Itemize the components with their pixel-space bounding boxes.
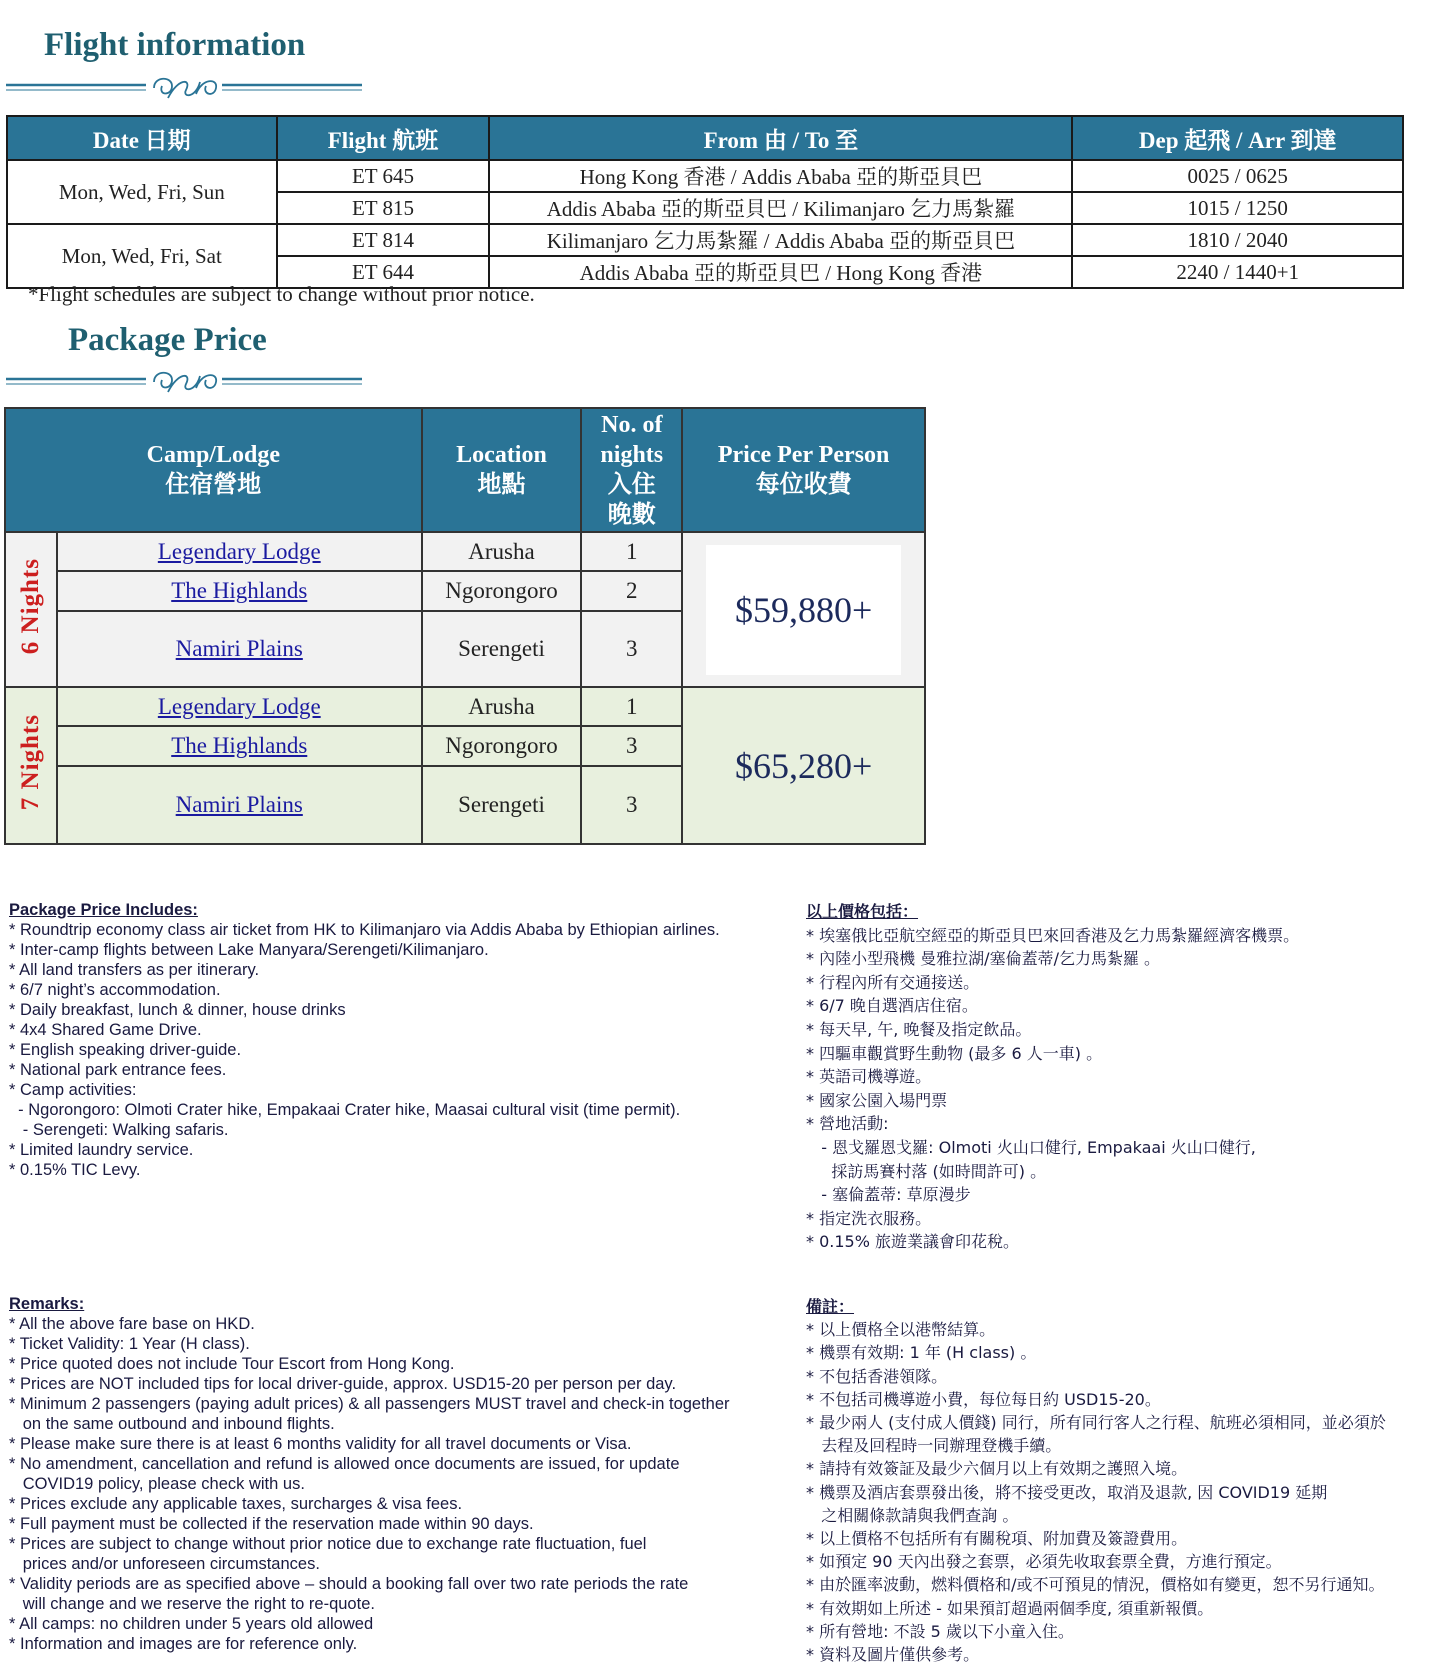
list-item: * Daily breakfast, lunch & dinner, house drinks (9, 1001, 346, 1019)
list-item: * All the above fare base on HKD. (9, 1315, 255, 1333)
list-item: * 6/7 night’s accommodation. (9, 981, 221, 999)
flight-table-header (7, 116, 1403, 160)
list-item: 採訪馬賽村落 (如時間許可) 。 (806, 1161, 1047, 1181)
remarks-zh-heading: 備註： (806, 1297, 855, 1316)
camp-location: Serengeti (422, 611, 582, 687)
list-item: * English speaking driver-guide. (9, 1041, 242, 1059)
list-item: * 0.15% TIC Levy. (9, 1161, 141, 1179)
flight-time: 1015 / 1250 (1072, 192, 1403, 224)
flight-time: 1810 / 2040 (1072, 224, 1403, 256)
list-item: * 機票及酒店套票發出後，將不接受更改，取消及退款, 因 COVID19 延期 (806, 1482, 1328, 1502)
list-item: * 請持有效簽証及最少六個月以上有效期之護照入境。 (806, 1459, 1188, 1479)
list-item: * 不包括香港領隊。 (806, 1366, 948, 1386)
col-header-price: Price Per Person 每位收費 (682, 408, 925, 532)
list-item: * 所有營地: 不設 5 歲以下小童入住。 (806, 1621, 1074, 1641)
includes-en-heading: Package Price Includes: (9, 901, 198, 919)
col-header-date: Date 日期 (7, 116, 277, 160)
camp-nights: 3 (581, 611, 682, 687)
list-item: * 以上價格不包括所有有關稅項、附加費及簽證費用。 (806, 1529, 1188, 1549)
flight-info-title: Flight information (44, 27, 306, 63)
camp-link[interactable]: The Highlands (171, 733, 308, 758)
camp-nights: 2 (581, 571, 682, 611)
list-item: * Ticket Validity: 1 Year (H class). (9, 1335, 250, 1353)
camp-name (57, 687, 422, 726)
list-item: * 如預定 90 天內出發之套票，必須先收取套票全費，方進行預定。 (806, 1552, 1282, 1572)
package-nights-label: 6 Nights (5, 532, 57, 687)
table-row (5, 687, 925, 726)
list-item: * 6/7 晚自選酒店住宿。 (806, 996, 978, 1016)
list-item: * Price quoted does not include Tour Escort from Hong Kong. (9, 1355, 455, 1373)
list-item: * 英語司機導遊。 (806, 1067, 932, 1087)
flight-number: ET 815 (277, 192, 490, 224)
list-item: * 由於匯率波動，燃料價格和/或不可預見的情況，價格如有變更，恕不另行通知。 (806, 1575, 1385, 1595)
list-item: * Information and images are for reference only. (9, 1635, 358, 1653)
camp-link[interactable]: Legendary Lodge (157, 538, 321, 564)
list-item: * Limited laundry service. (9, 1141, 194, 1159)
list-item: * Camp activities: (9, 1081, 137, 1099)
list-item: - 恩戈羅恩戈羅: Olmoti 火山口健行, Empakaai 火山口健行, (806, 1137, 1256, 1157)
flight-table (6, 115, 1404, 289)
camp-name (57, 611, 422, 687)
swirl-divider-icon (6, 72, 362, 104)
swirl-divider-icon (6, 366, 362, 398)
flight-route: Hong Kong 香港 / Addis Ababa 亞的斯亞貝巴 (489, 160, 1072, 192)
list-item: * Full payment must be collected if the reservation made within 90 days. (9, 1515, 534, 1533)
list-item: * 0.15% 旅遊業議會印花稅。 (806, 1232, 1020, 1252)
camp-nights: 3 (581, 726, 682, 766)
package-nights-label: 7 Nights (5, 687, 57, 844)
flight-route: Addis Ababa 亞的斯亞貝巴 / Kilimanjaro 乞力馬紮羅 (489, 192, 1072, 224)
list-item: * 營地活動: (806, 1114, 889, 1134)
list-item: - Ngorongoro: Olmoti Crater hike, Empakaai Crater hike, Maasai cultural visit (time permit). (9, 1101, 681, 1119)
camp-location: Ngorongoro (422, 726, 582, 766)
col-header-route: From 由 / To 至 (489, 116, 1072, 160)
flight-date: Mon, Wed, Fri, Sun (7, 160, 277, 224)
camp-link[interactable]: The Highlands (171, 578, 308, 603)
list-item: * 不包括司機導遊小費，每位每日約 USD15-20。 (806, 1389, 1161, 1409)
list-item: * 4x4 Shared Game Drive. (9, 1021, 202, 1039)
flight-schedule-note: *Flight schedules are subject to change without prior notice. (28, 282, 535, 306)
list-item: * Prices are NOT included tips for local driver-guide, approx. USD15-20 per person per day. (9, 1375, 677, 1393)
package-table-header (5, 408, 925, 532)
camp-name (57, 726, 422, 766)
camp-link[interactable]: Namiri Plains (175, 792, 303, 817)
list-item: * No amendment, cancellation and refund is allowed once documents are issued, for update (9, 1455, 680, 1473)
col-header-time: Dep 起飛 / Arr 到達 (1072, 116, 1403, 160)
camp-name (57, 571, 422, 611)
camp-nights: 1 (581, 532, 682, 571)
list-item: prices and/or unforeseen circumstances. (9, 1555, 320, 1573)
camp-name (57, 766, 422, 844)
includes-zh (806, 900, 1299, 1254)
table-row (7, 224, 1403, 256)
col-header-location: Location 地點 (422, 408, 582, 532)
list-item: * 四驅車觀賞野生動物 (最多 6 人一車) 。 (806, 1043, 1103, 1063)
col-header-camp: Camp/Lodge 住宿營地 (5, 408, 422, 532)
package-price: $59,880+ (706, 545, 901, 675)
list-item: - 塞倫蓋蒂: 草原漫步 (806, 1185, 971, 1205)
list-item: * Prices exclude any applicable taxes, surcharges & visa fees. (9, 1495, 463, 1513)
list-item: 去程及回程時一同辦理登機手續。 (806, 1436, 1062, 1456)
table-row (7, 160, 1403, 192)
package-price-table (4, 407, 926, 845)
flight-number: ET 814 (277, 224, 490, 256)
flight-time: 2240 / 1440+1 (1072, 256, 1403, 288)
camp-location: Serengeti (422, 766, 582, 844)
col-header-nights: No. of nights 入住 晚數 (581, 408, 682, 532)
list-item: * 資料及圖片僅供參考。 (806, 1645, 980, 1665)
list-item: * 以上價格全以港幣結算。 (806, 1320, 996, 1340)
list-item: * 行程內所有交通接送。 (806, 972, 980, 992)
list-item: * Please make sure there is at least 6 months validity for all travel documents or Visa. (9, 1435, 632, 1453)
list-item: * 埃塞俄比亞航空經亞的斯亞貝巴來回香港及乞力馬紮羅經濟客機票。 (806, 925, 1300, 945)
table-row (5, 532, 925, 571)
camp-nights: 1 (581, 687, 682, 726)
package-price-title: Package Price (68, 322, 267, 358)
remarks-zh (806, 1295, 1386, 1666)
includes-en (9, 900, 720, 1180)
list-item: * Validity periods are as specified above – should a booking fall over two rate periods the rate (9, 1575, 689, 1593)
list-item: - Serengeti: Walking safaris. (9, 1121, 229, 1139)
includes-zh-heading: 以上價格包括： (806, 902, 919, 921)
col-header-flight: Flight 航班 (277, 116, 490, 160)
list-item: * 有效期如上所述 - 如果預訂超過兩個季度, 須重新報價。 (806, 1598, 1214, 1618)
list-item: * Roundtrip economy class air ticket from HK to Kilimanjaro via Addis Ababa by Ethiopian airlines. (9, 921, 720, 939)
list-item: * 每天早, 午, 晚餐及指定飲品。 (806, 1019, 1032, 1039)
list-item: COVID19 policy, please check with us. (9, 1475, 305, 1493)
camp-name (57, 532, 422, 571)
remarks-en-heading: Remarks: (9, 1295, 85, 1313)
package-price-cell (682, 532, 925, 687)
list-item: * 機票有效期: 1 年 (H class) 。 (806, 1343, 1037, 1363)
camp-link[interactable]: Legendary Lodge (157, 693, 321, 719)
list-item: 之相關條款請與我們查詢 。 (806, 1505, 1019, 1525)
camp-nights: 3 (581, 766, 682, 844)
list-item: on the same outbound and inbound flights. (9, 1415, 335, 1433)
remarks-en (9, 1294, 730, 1654)
list-item: * 最少兩人 (支付成人價錢) 同行，所有同行客人之行程、航班必須相同，並必須於 (806, 1413, 1386, 1433)
camp-location: Arusha (422, 687, 582, 726)
flight-number: ET 645 (277, 160, 490, 192)
list-item: will change and we reserve the right to re-quote. (9, 1595, 375, 1613)
list-item: * Minimum 2 passengers (paying adult prices) & all passengers MUST travel and check-in together (9, 1395, 730, 1413)
list-item: * All land transfers as per itinerary. (9, 961, 260, 979)
flight-route: Kilimanjaro 乞力馬紮羅 / Addis Ababa 亞的斯亞貝巴 (489, 224, 1072, 256)
list-item: * All camps: no children under 5 years old allowed (9, 1615, 374, 1633)
camp-link[interactable]: Namiri Plains (175, 636, 303, 661)
list-item: * 內陸小型飛機 曼雅拉湖/塞倫蓋蒂/乞力馬紮羅 。 (806, 949, 1161, 969)
list-item: * Inter-camp flights between Lake Manyara/Serengeti/Kilimanjaro. (9, 941, 489, 959)
list-item: * 指定洗衣服務。 (806, 1208, 932, 1228)
flight-date: Mon, Wed, Fri, Sat (7, 224, 277, 288)
camp-location: Ngorongoro (422, 571, 582, 611)
list-item: * Prices are subject to change without prior notice due to exchange rate fluctuation, fuel (9, 1535, 647, 1553)
flight-route: Addis Ababa 亞的斯亞貝巴 / Hong Kong 香港 (489, 256, 1072, 288)
flight-number: ET 644 (277, 256, 490, 288)
list-item: * 國家公園入場門票 (806, 1090, 948, 1110)
camp-location: Arusha (422, 532, 582, 571)
package-price: $65,280+ (682, 687, 925, 844)
flight-time: 0025 / 0625 (1072, 160, 1403, 192)
list-item: * National park entrance fees. (9, 1061, 227, 1079)
